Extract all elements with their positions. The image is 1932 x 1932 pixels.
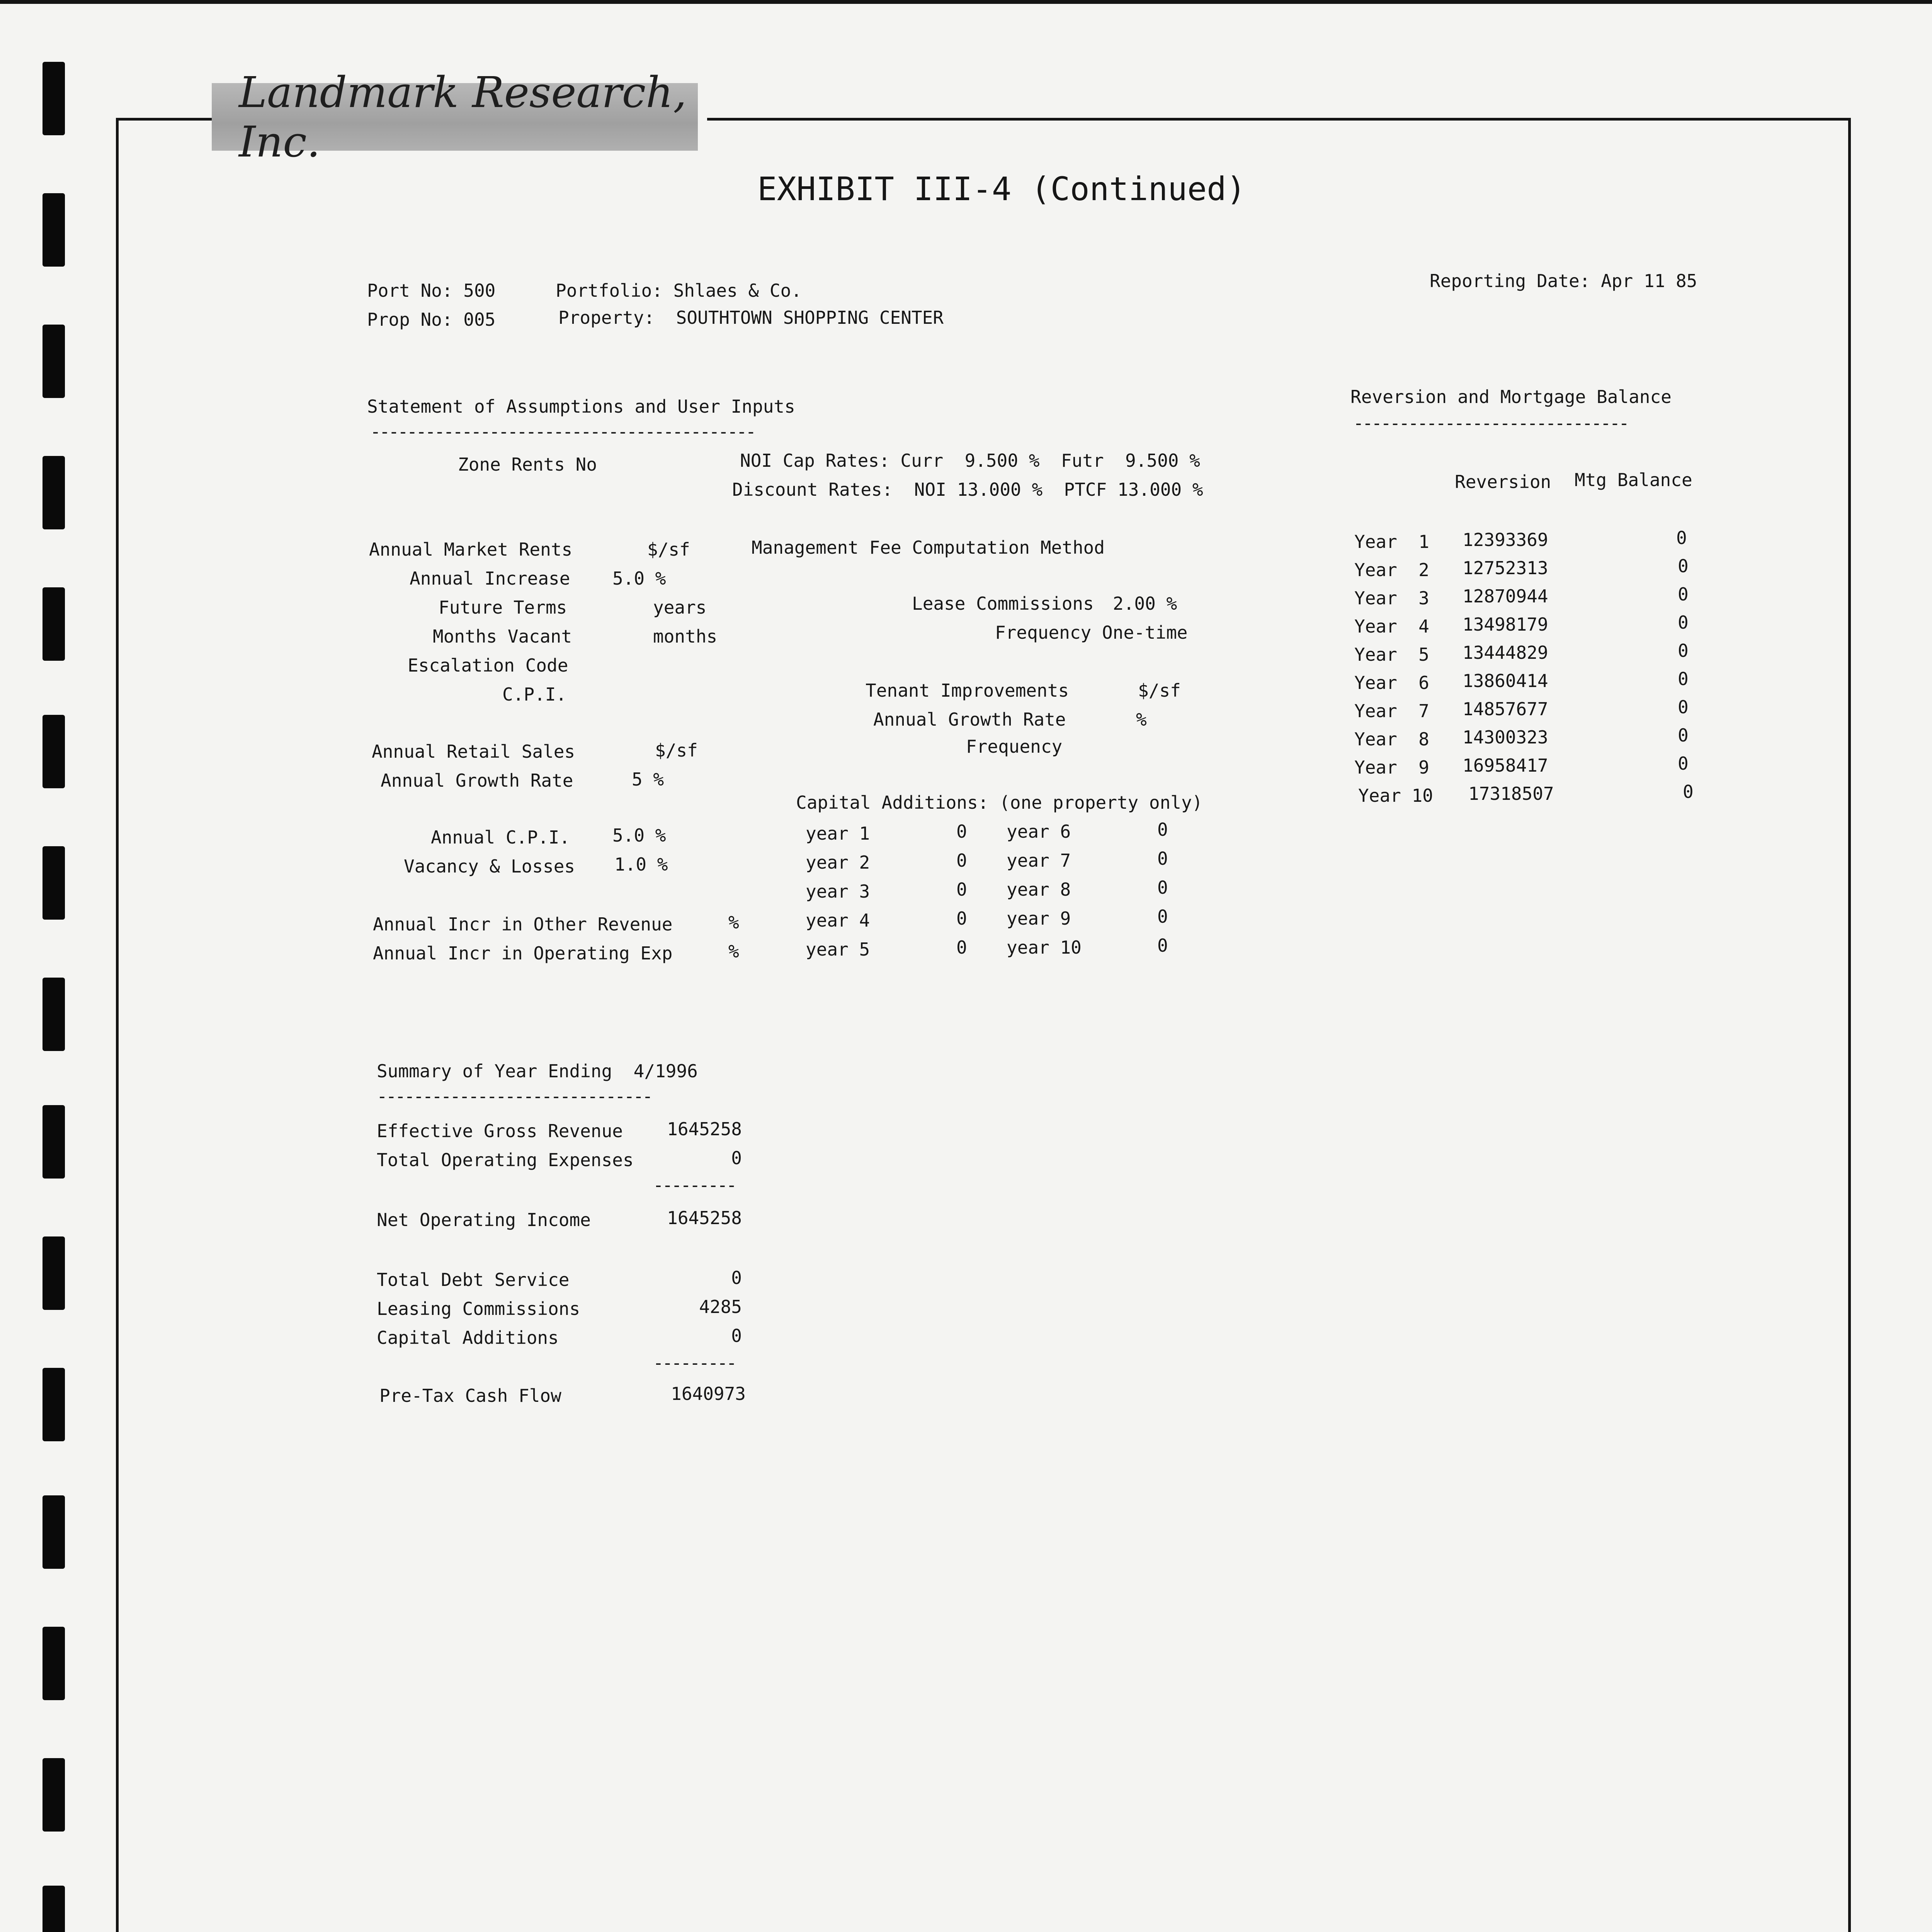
- reversion-year: Year 7: [1354, 701, 1429, 721]
- reversion-value: 13860414: [1463, 670, 1548, 691]
- total-debt-service-label: Total Debt Service: [377, 1269, 570, 1290]
- zone-rents: Zone Rents No: [458, 454, 597, 475]
- assumptions-divider: ------------------------------------------: [370, 421, 755, 442]
- ti-growth-rate-label: Annual Growth Rate: [873, 709, 1066, 730]
- cap-year-value: 0: [1157, 906, 1168, 927]
- reversion-year: Year 10: [1358, 785, 1433, 806]
- cap-year-value: 0: [956, 821, 967, 842]
- cap-year-value: 0: [1157, 848, 1168, 869]
- retail-sales-label: Annual Retail Sales: [372, 741, 575, 762]
- net-operating-income-value: 1645258: [667, 1208, 742, 1228]
- effective-gross-revenue-value: 1645258: [667, 1119, 742, 1139]
- frame-top-right: [707, 118, 1851, 121]
- months-vacant-unit: months: [653, 626, 718, 647]
- binder-hole: [43, 62, 65, 135]
- frame-right: [1848, 118, 1851, 1932]
- cap-year-value: 0: [1157, 877, 1168, 898]
- cap-year-label: year 2: [806, 852, 870, 873]
- company-logo: [212, 67, 698, 167]
- summary-separator: ---------: [653, 1175, 736, 1196]
- future-terms-unit: years: [653, 597, 707, 618]
- mtg-balance-value: 0: [1678, 697, 1689, 718]
- growth-rate-label: Annual Growth Rate: [381, 770, 573, 791]
- prop-number: Prop No: 005: [367, 309, 496, 330]
- cap-year-label: year 6: [1007, 821, 1071, 842]
- vacancy-label: Vacancy & Losses: [404, 856, 575, 877]
- mtg-balance-value: 0: [1678, 668, 1689, 689]
- vacancy-value: 1.0 %: [614, 854, 668, 875]
- summary-divider: ------------------------------: [377, 1086, 651, 1107]
- reversion-value: 13498179: [1463, 614, 1548, 635]
- annual-increase-value: 5.0 %: [612, 568, 666, 589]
- binder-hole: [43, 1758, 65, 1832]
- reversion-value: 17318507: [1468, 783, 1554, 804]
- tenant-improvements-label: Tenant Improvements: [866, 680, 1069, 701]
- binder-hole: [43, 1495, 65, 1569]
- mtg-balance-value: 0: [1678, 753, 1689, 774]
- binder-hole: [43, 325, 65, 398]
- reversion-year: Year 4: [1354, 616, 1429, 637]
- cap-year-value: 0: [1157, 935, 1168, 956]
- noi-cap-rates: NOI Cap Rates: Curr 9.500 % Futr 9.500 %: [740, 450, 1200, 471]
- reversion-year: Year 6: [1354, 672, 1429, 693]
- incr-operating-exp-unit: %: [728, 941, 739, 962]
- ti-growth-rate-unit: %: [1136, 709, 1147, 730]
- mtg-balance-value: 0: [1678, 640, 1689, 661]
- escalation-code: Escalation Code: [408, 655, 568, 676]
- binder-hole: [43, 193, 65, 267]
- cap-year-label: year 4: [806, 910, 870, 931]
- reversion-year: Year 1: [1354, 531, 1429, 552]
- reversion-value: 16958417: [1463, 755, 1548, 776]
- reversion-value: 12393369: [1463, 529, 1548, 550]
- binder-hole: [43, 1368, 65, 1441]
- incr-other-revenue-label: Annual Incr in Other Revenue: [373, 914, 673, 935]
- frame-left: [116, 118, 119, 1932]
- retail-sales-unit: $/sf: [655, 740, 698, 761]
- summary-heading: Summary of Year Ending 4/1996: [377, 1061, 698, 1082]
- port-number: Port No: 500: [367, 280, 496, 301]
- tenant-improvements-unit: $/sf: [1138, 680, 1181, 701]
- reversion-value: 14857677: [1463, 699, 1548, 719]
- binder-hole: [43, 456, 65, 529]
- reversion-value: 12752313: [1463, 558, 1548, 578]
- discount-rates: Discount Rates: NOI 13.000 % PTCF 13.000 %: [732, 479, 1203, 500]
- mtg-balance-value: 0: [1678, 584, 1689, 605]
- cap-year-value: 0: [1157, 819, 1168, 840]
- total-debt-service-value: 0: [731, 1267, 742, 1288]
- incr-other-revenue-unit: %: [728, 912, 739, 933]
- cap-year-value: 0: [956, 937, 967, 958]
- logo-text: Landmark Research, Inc.: [239, 67, 687, 167]
- reversion-value: 14300323: [1463, 727, 1548, 748]
- lease-commissions-value: 2.00 %: [1113, 593, 1177, 614]
- pre-tax-cash-flow-value: 1640973: [671, 1383, 746, 1404]
- pre-tax-cash-flow-label: Pre-Tax Cash Flow: [379, 1385, 561, 1406]
- reversion-year: Year 9: [1354, 757, 1429, 778]
- future-terms-label: Future Terms: [439, 597, 567, 618]
- mgmt-fee-method: Management Fee Computation Method: [752, 537, 1105, 558]
- annual-cpi-value: 5.0 %: [612, 825, 666, 846]
- mtg-balance-value: 0: [1683, 781, 1694, 802]
- col-mtg-balance: Mtg Balance: [1575, 469, 1692, 490]
- cap-year-label: year 10: [1007, 937, 1082, 958]
- lease-commissions-label: Lease Commissions: [912, 593, 1094, 614]
- binder-hole: [43, 846, 65, 920]
- incr-operating-exp-label: Annual Incr in Operating Exp: [373, 943, 673, 964]
- mtg-balance-value: 0: [1676, 527, 1687, 548]
- property: Property: SOUTHTOWN SHOPPING CENTER: [558, 307, 944, 328]
- reporting-date: Reporting Date: Apr 11 85: [1430, 270, 1697, 291]
- frequency-label: Frequency: [966, 736, 1063, 757]
- mtg-balance-value: 0: [1678, 612, 1689, 633]
- cap-year-value: 0: [956, 879, 967, 900]
- growth-rate-value: 5 %: [632, 769, 664, 790]
- summary-separator: ---------: [653, 1352, 736, 1373]
- col-reversion: Reversion: [1455, 471, 1551, 492]
- annual-market-rents-unit: $/sf: [647, 539, 690, 560]
- capital-additions-heading: Capital Additions: (one property only): [796, 792, 1203, 813]
- cap-year-label: year 9: [1007, 908, 1071, 929]
- reversion-value: 13444829: [1463, 642, 1548, 663]
- annual-increase-label: Annual Increase: [410, 568, 570, 589]
- cap-year-value: 0: [956, 850, 967, 871]
- reversion-year: Year 3: [1354, 588, 1429, 609]
- cap-year-label: year 7: [1007, 850, 1071, 871]
- mtg-balance-value: 0: [1678, 725, 1689, 746]
- reversion-divider: ------------------------------: [1353, 413, 1628, 434]
- binder-hole: [43, 1105, 65, 1179]
- annual-market-rents-label: Annual Market Rents: [369, 539, 573, 560]
- reversion-year: Year 8: [1354, 729, 1429, 750]
- capital-additions-value: 0: [731, 1325, 742, 1346]
- reversion-year: Year 2: [1354, 560, 1429, 580]
- binder-hole: [43, 1627, 65, 1700]
- leasing-commissions-label: Leasing Commissions: [377, 1298, 580, 1319]
- net-operating-income-label: Net Operating Income: [377, 1209, 591, 1230]
- cap-year-label: year 1: [806, 823, 870, 844]
- binder-hole: [43, 587, 65, 661]
- cap-year-label: year 5: [806, 939, 870, 960]
- exhibit-title: EXHIBIT III-4 (Continued): [757, 170, 1246, 208]
- binder-hole: [43, 1886, 65, 1932]
- reversion-value: 12870944: [1463, 586, 1548, 607]
- total-operating-expenses-label: Total Operating Expenses: [377, 1150, 634, 1170]
- assumptions-heading: Statement of Assumptions and User Inputs: [367, 396, 795, 417]
- total-operating-expenses-value: 0: [731, 1148, 742, 1168]
- frequency-onetime: Frequency One-time: [995, 622, 1188, 643]
- reversion-heading: Reversion and Mortgage Balance: [1350, 386, 1672, 407]
- cap-year-label: year 3: [806, 881, 870, 902]
- capital-additions-label: Capital Additions: [377, 1327, 559, 1348]
- effective-gross-revenue-label: Effective Gross Revenue: [377, 1121, 623, 1141]
- cap-year-label: year 8: [1007, 879, 1071, 900]
- cap-year-value: 0: [956, 908, 967, 929]
- reversion-year: Year 5: [1354, 644, 1429, 665]
- binder-hole: [43, 1236, 65, 1310]
- months-vacant-label: Months Vacant: [433, 626, 572, 647]
- frame-top-left: [116, 118, 212, 121]
- portfolio: Portfolio: Shlaes & Co.: [556, 280, 802, 301]
- binder-hole: [43, 715, 65, 788]
- leasing-commissions-value: 4285: [699, 1296, 742, 1317]
- top-edge: [0, 0, 1932, 4]
- annual-cpi-label: Annual C.P.I.: [431, 827, 570, 848]
- mtg-balance-value: 0: [1678, 556, 1689, 577]
- cpi-label: C.P.I.: [502, 684, 567, 705]
- binder-hole: [43, 978, 65, 1051]
